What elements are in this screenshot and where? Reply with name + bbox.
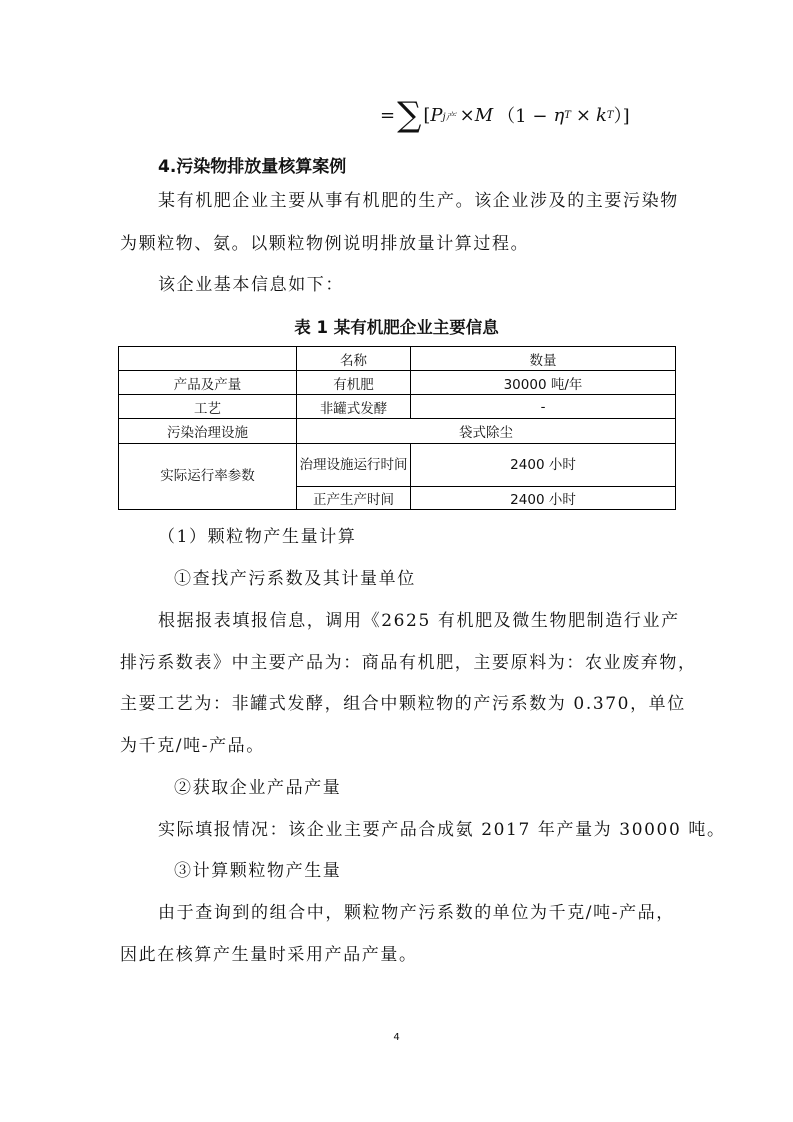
table-row bbox=[119, 444, 676, 487]
table-cell: 2400 小时 bbox=[411, 444, 676, 487]
step-title: ②获取企业产品产量 bbox=[174, 778, 342, 798]
formula bbox=[380, 95, 630, 135]
paragraph-line: 因此在核算产生量时采用产品产量。 bbox=[120, 945, 418, 965]
table-row bbox=[119, 347, 676, 371]
info-table bbox=[118, 346, 676, 510]
paragraph-line: 根据报表填报信息，调用《2625 有机肥及微生物肥制造行业产 bbox=[158, 611, 680, 631]
table-cell: 工艺 bbox=[119, 395, 297, 419]
formula-times-2: × bbox=[575, 104, 591, 126]
table-header-name: 名称 bbox=[297, 347, 411, 371]
paragraph-line: 为颗粒物、氨。以颗粒物例说明排放量计算过程。 bbox=[120, 234, 530, 254]
table-cell bbox=[119, 347, 297, 371]
formula-p-sub: j产 bbox=[442, 111, 456, 123]
paragraph-line: 实际填报情况：该企业主要产品合成氨 2017 年产量为 30000 吨。 bbox=[158, 820, 726, 840]
page-number: 4 bbox=[393, 1032, 400, 1043]
subsection-title: （1）颗粒物产生量计算 bbox=[158, 527, 357, 547]
paragraph-line: 主要工艺为：非罐式发酵，组合中颗粒物的产污系数为 0.370，单位 bbox=[120, 694, 686, 714]
formula-close: ）] bbox=[613, 106, 630, 127]
table-header-qty: 数量 bbox=[411, 347, 676, 371]
formula-sigma: ∑ bbox=[397, 95, 422, 135]
table-cell: 非罐式发酵 bbox=[297, 395, 411, 419]
formula-equals: = bbox=[380, 104, 396, 126]
table-cell: 袋式除尘 bbox=[297, 419, 676, 444]
step-title: ③计算颗粒物产生量 bbox=[174, 861, 342, 881]
table-cell: 有机肥 bbox=[297, 371, 411, 395]
table-caption: 表 1 某有机肥企业主要信息 bbox=[294, 318, 499, 337]
formula-p: P bbox=[430, 104, 443, 126]
paragraph-line: 为千克/吨-产品。 bbox=[120, 736, 265, 756]
formula-paren-open: （1 − bbox=[497, 106, 548, 127]
paragraph-line: 某有机肥企业主要从事有机肥的生产。该企业涉及的主要污染物 bbox=[158, 191, 679, 211]
table-cell: 正产生产时间 bbox=[297, 487, 411, 510]
formula-times-1: × bbox=[459, 104, 475, 126]
table-cell: 产品及产量 bbox=[119, 371, 297, 395]
paragraph-line: 排污系数表》中主要产品为：商品有机肥，主要原料为：农业废弃物， bbox=[120, 653, 697, 673]
formula-eta: η bbox=[553, 104, 565, 126]
section-heading: 4.污染物排放量核算案例 bbox=[158, 157, 347, 177]
paragraph-line: 该企业基本信息如下： bbox=[158, 275, 344, 295]
formula-k-sub: T bbox=[606, 109, 614, 121]
table-cell: - bbox=[411, 395, 676, 419]
table-cell: 2400 小时 bbox=[411, 487, 676, 510]
table-cell: 实际运行率参数 bbox=[119, 444, 297, 510]
table-row bbox=[119, 371, 676, 395]
table-row bbox=[119, 395, 676, 419]
table-cell: 污染治理设施 bbox=[119, 419, 297, 444]
step-title: ①查找产污系数及其计量单位 bbox=[174, 569, 416, 589]
formula-k: k bbox=[596, 104, 607, 126]
table-cell: 治理设施运行时间 bbox=[297, 444, 411, 487]
table-cell: 30000 吨/年 bbox=[411, 371, 676, 395]
paragraph-line: 由于查询到的组合中，颗粒物产污系数的单位为千克/吨-产品， bbox=[158, 903, 675, 923]
table-row bbox=[119, 419, 676, 444]
formula-open-bracket: [ bbox=[423, 104, 431, 126]
formula-eta-sub: T bbox=[564, 109, 571, 121]
formula-m: M bbox=[474, 104, 494, 126]
